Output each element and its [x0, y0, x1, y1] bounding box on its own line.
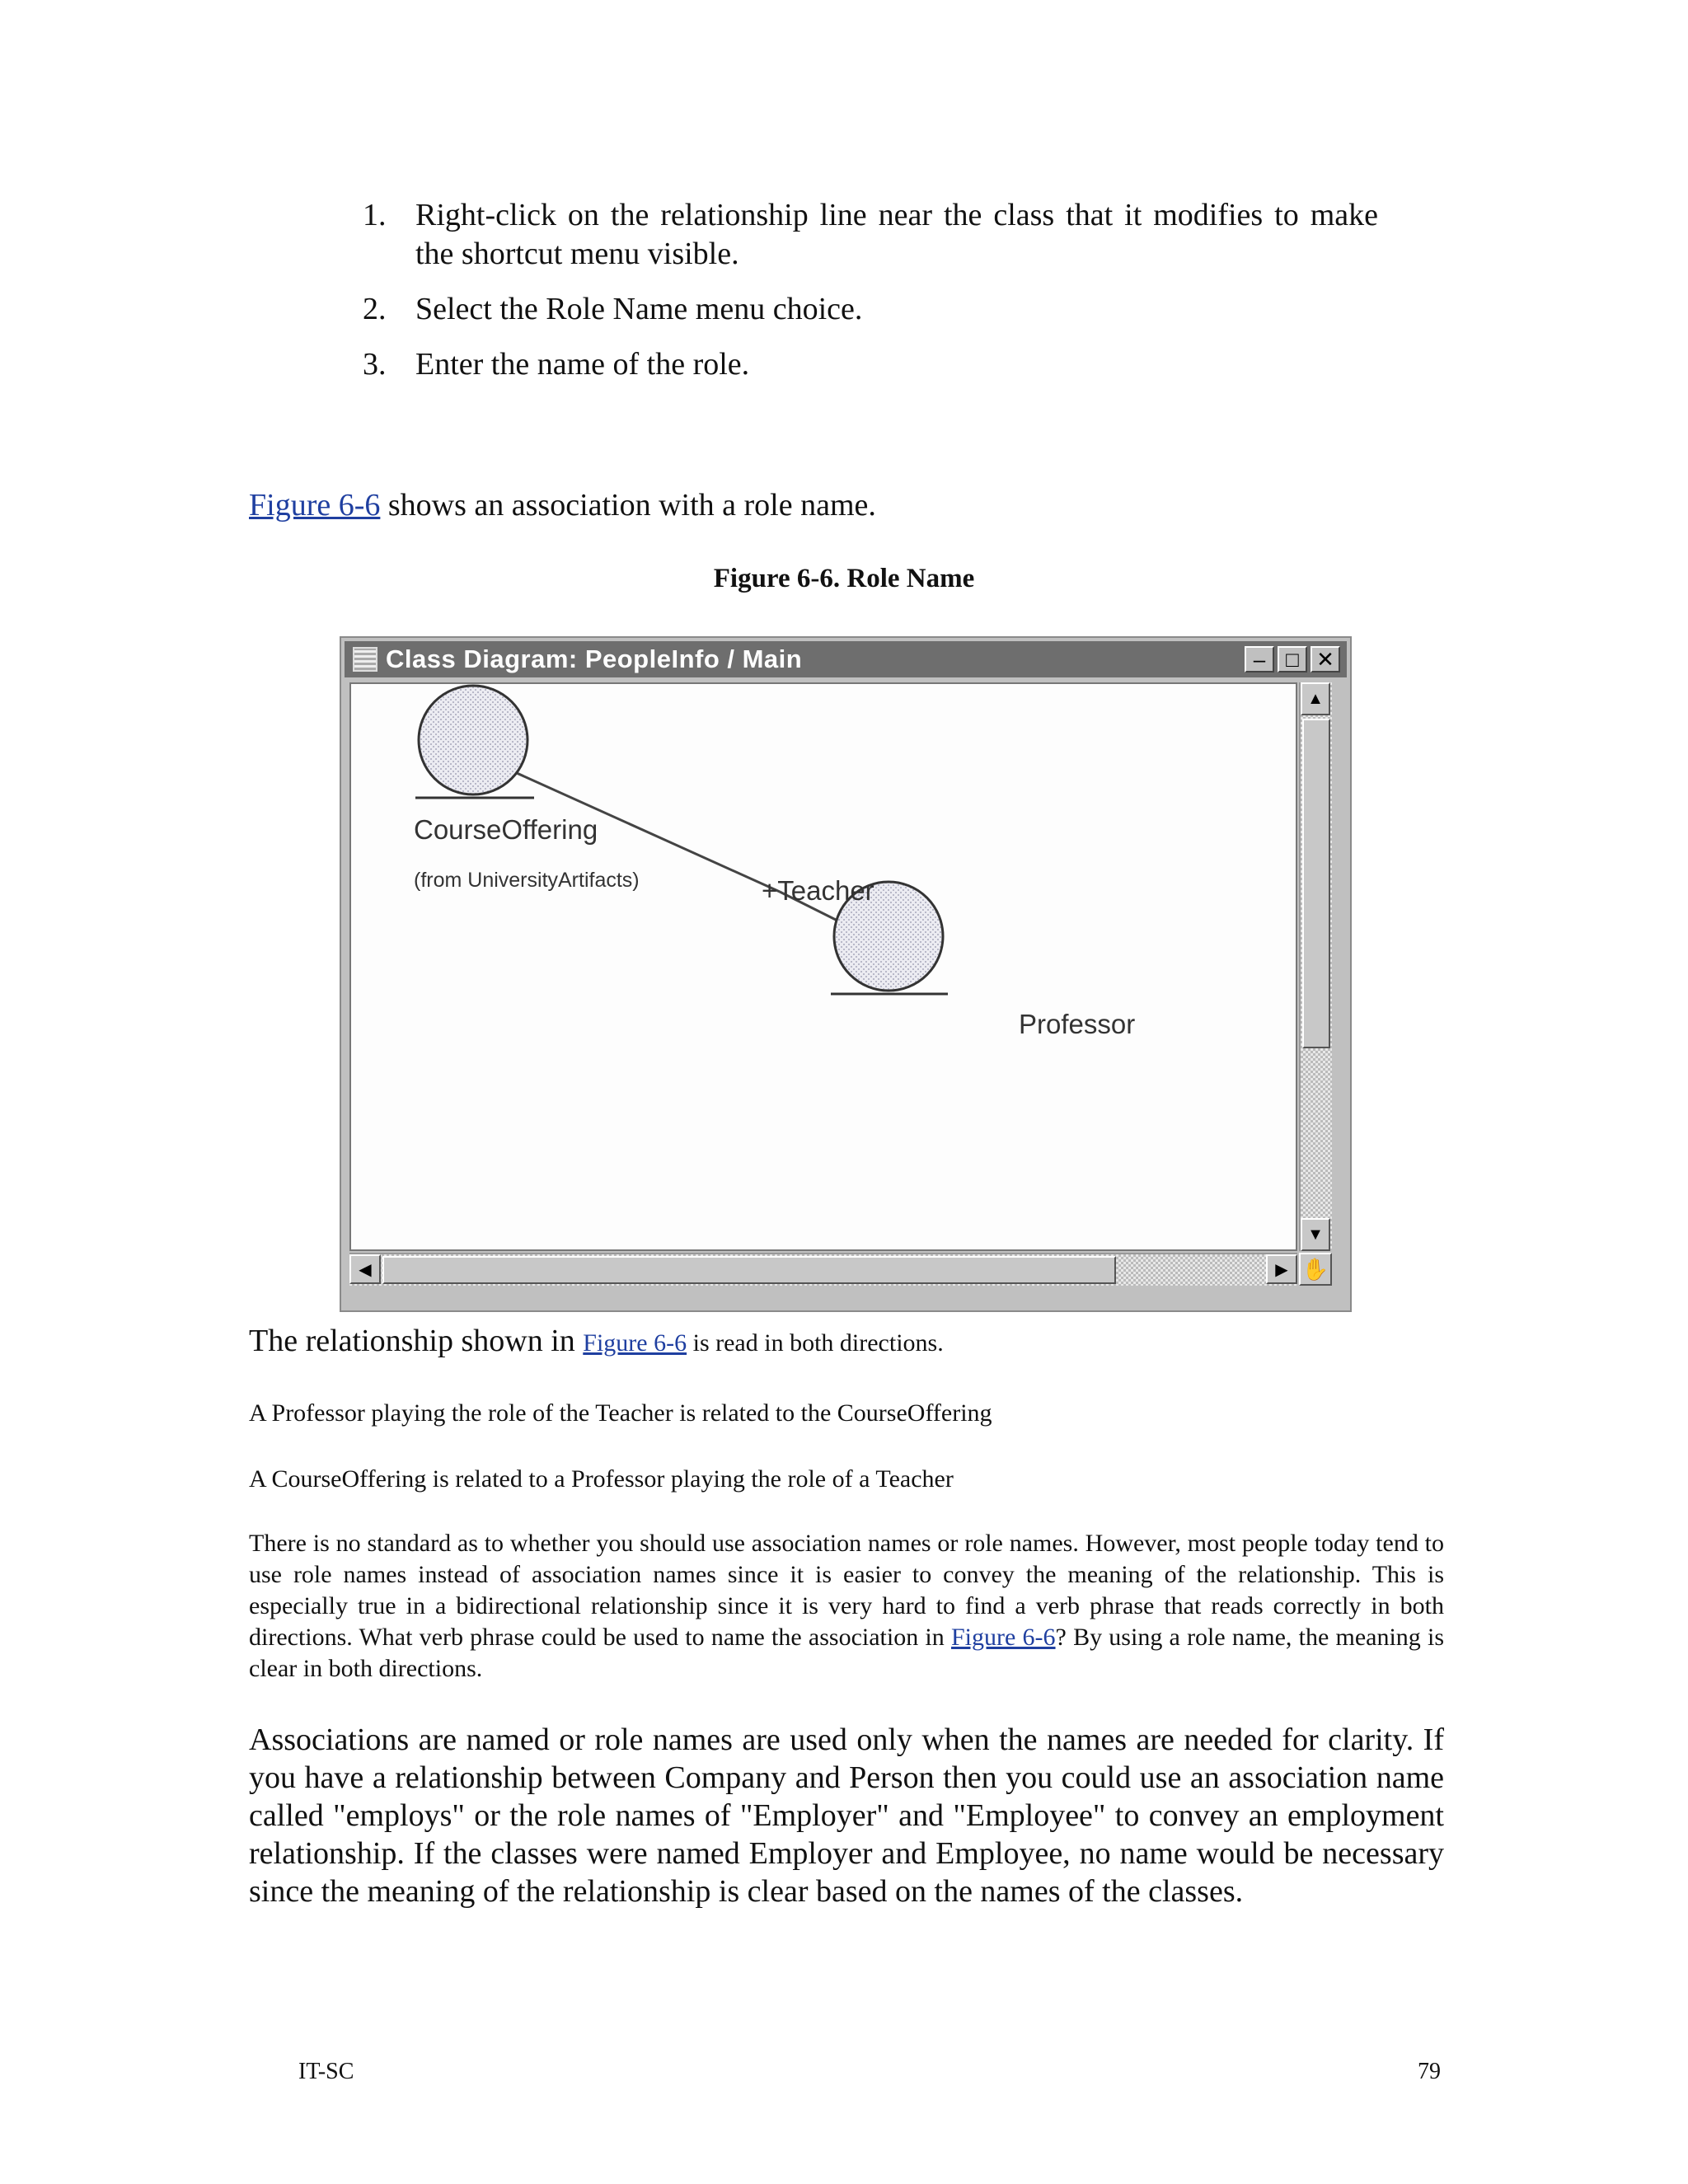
class-name-courseoffering[interactable]: CourseOffering [414, 814, 598, 845]
standard-text: There is no standard as to whether you should use association names or role names. However, most people today tend to use role names instead of association names since it is easier to convey the meaning of the relationship. This is especially true in a bidirectional relationship since it is very hard to find a verb phrase that reads correctly in both directions. What verb phrase could be used to name the association in [249, 1530, 1444, 1651]
sentence-courseoffering: A CourseOffering is related to a Professor playing the role of a Teacher [249, 1465, 954, 1493]
intro-text: shows an association with a role name. [380, 488, 876, 523]
scroll-up-icon: ▲ [1307, 689, 1324, 708]
scroll-down-button[interactable] [1301, 1218, 1330, 1251]
horizontal-scrollbar[interactable] [349, 1253, 1297, 1286]
window-titlebar[interactable] [345, 641, 1347, 677]
minimize-button[interactable] [1245, 646, 1274, 673]
vertical-scroll-thumb[interactable] [1302, 719, 1330, 1048]
standard-paragraph [249, 1528, 1444, 1685]
diagram-svg [351, 684, 1296, 1249]
figure-link[interactable]: Figure 6-6 [249, 488, 381, 523]
scroll-right-icon: ▶ [1275, 1260, 1288, 1279]
window-title: Class Diagram: PeopleInfo / Main [386, 644, 803, 673]
read-tail: is read in both directions. [687, 1329, 944, 1357]
maximize-button[interactable] [1278, 646, 1307, 673]
minimize-icon: – [1253, 647, 1266, 672]
associations-paragraph: Associations are named or role names are used only when the names are needed for clarity. If you have a relationship between Company and Person then you could use an association name called "employs" or the role names of "Employer" and "Employee" to convey an employment relationship. If the classes were named Employer and Employee, no name would be necessary since the meaning of the relationship is clear based on the names of the classes. [249, 1722, 1444, 1909]
app-icon[interactable] [353, 647, 377, 672]
scroll-down-icon: ▼ [1307, 1225, 1324, 1244]
class-courseoffering[interactable] [415, 686, 534, 798]
scroll-right-button[interactable] [1266, 1254, 1297, 1284]
window-controls [1245, 646, 1340, 673]
hand-tool-button[interactable] [1299, 1253, 1332, 1286]
vertical-scrollbar[interactable] [1299, 682, 1332, 1251]
step-text: Enter the name of the role. [415, 347, 750, 382]
footer-left: IT-SC [298, 2059, 354, 2084]
step-2 [363, 290, 1378, 329]
step-number: 1. [363, 198, 387, 232]
step-number: 3. [363, 347, 387, 382]
maximize-icon: □ [1286, 647, 1299, 672]
class-package-courseoffering: (from UniversityArtifacts) [414, 869, 640, 892]
figure-caption: Figure 6-6. Role Name [713, 564, 975, 593]
step-number: 2. [363, 292, 387, 326]
page-number: 79 [1418, 2059, 1441, 2084]
role-name-teacher[interactable]: +Teacher [762, 875, 874, 906]
close-icon: ✕ [1316, 647, 1334, 672]
read-lead: The relationship shown in [249, 1324, 584, 1358]
step-3 [363, 345, 1378, 384]
scroll-up-button[interactable] [1301, 682, 1330, 715]
read-both-directions-paragraph [249, 1322, 1444, 1362]
step-1 [363, 196, 1378, 274]
step-text: Right-click on the relationship line near the class that it modifies to make the shortcut menu visible. [415, 198, 1378, 271]
class-diagram-window [340, 636, 1352, 1312]
instruction-steps [363, 196, 1378, 401]
scroll-left-button[interactable] [349, 1254, 381, 1284]
step-text: Select the Role Name menu choice. [415, 292, 863, 326]
sentence-professor-teacher: A Professor playing the role of the Teacher is related to the CourseOffering [249, 1399, 992, 1427]
diagram-canvas[interactable] [349, 682, 1297, 1251]
class-icon-circle [419, 686, 528, 794]
scroll-left-icon: ◀ [359, 1260, 372, 1279]
horizontal-scroll-thumb[interactable] [382, 1256, 1116, 1284]
figure-link[interactable]: Figure 6-6 [583, 1329, 687, 1357]
intro-sentence [249, 486, 876, 525]
figure-link[interactable]: Figure 6-6 [951, 1624, 1056, 1651]
close-button[interactable] [1311, 646, 1340, 673]
class-name-professor[interactable]: Professor [1019, 1009, 1136, 1039]
hand-icon: ✋ [1301, 1256, 1329, 1282]
standard-tail: ? By using a role name, the meaning is clear in both directions. [249, 1624, 1445, 1682]
